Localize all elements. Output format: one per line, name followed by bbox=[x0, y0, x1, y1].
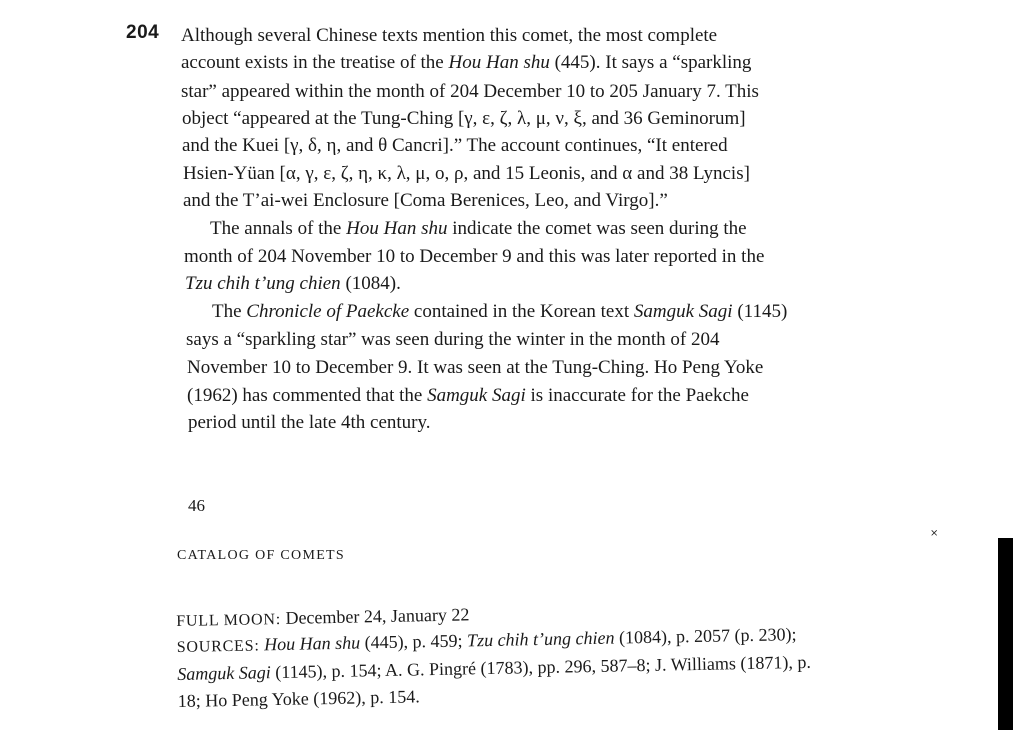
body-line: object “appeared at the Tung-Ching [γ, ε, ζ, λ, μ, ν, ξ, and 36 Geminorum] bbox=[182, 108, 746, 129]
full-moon-label: FULL MOON: bbox=[176, 610, 282, 630]
sources-line: Samguk Sagi (1145), p. 154; A. G. Pingré (1783), pp. 296, 587–8; J. Williams (1871), p. bbox=[177, 651, 812, 684]
body-line: Although several Chinese texts mention this comet, the most complete bbox=[181, 25, 718, 46]
italic-title: Tzu chih t’ung chien bbox=[185, 273, 341, 294]
italic-title: Samguk Sagi bbox=[177, 662, 271, 684]
body-line: period until the late 4th century. bbox=[188, 412, 431, 433]
body-line: Hsien-Yüan [α, γ, ε, ζ, η, κ, λ, μ, o, ρ, and 15 Leonis, and α and 38 Lyncis] bbox=[183, 163, 750, 184]
body-line: says a “sparkling star” was seen during the winter in the month of 204 bbox=[186, 329, 720, 350]
page-number: 46 bbox=[188, 496, 205, 515]
body-line: account exists in the treatise of the Hou Han shu (445). It says a “sparkling bbox=[181, 52, 752, 73]
footer bbox=[176, 594, 896, 711]
italic-title: Samguk Sagi bbox=[427, 385, 526, 406]
italic-title: Tzu chih t’ung chien bbox=[466, 627, 615, 651]
sources-line: 18; Ho Peng Yoke (1962), p. 154. bbox=[177, 686, 420, 711]
body-line: month of 204 November 10 to December 9 and this was later reported in the bbox=[184, 246, 765, 267]
running-head: CATALOG OF COMETS bbox=[177, 548, 345, 563]
italic-title: Samguk Sagi bbox=[633, 301, 733, 322]
body-line: and the Kuei [γ, δ, η, and θ Cancri].” The account continues, “It entered bbox=[182, 135, 728, 156]
body-line: The Chronicle of Paekcke contained in the Korean text Samguk Sagi (1145) bbox=[212, 301, 788, 322]
sources-text: Hou Han shu (445), p. 459; Tzu chih t’ung chien (1084), p. 2057 (p. 230); bbox=[263, 624, 797, 655]
body-line: and the T’ai-wei Enclosure [Coma Berenices, Leo, and Virgo].” bbox=[183, 190, 668, 211]
full-moon-value: December 24, January 22 bbox=[285, 604, 470, 628]
sources-label: SOURCES: bbox=[176, 637, 260, 656]
italic-title: Hou Han shu bbox=[346, 218, 448, 239]
entry-number: 204 bbox=[126, 22, 160, 43]
body-line: (1962) has commented that the Samguk Sagi is inaccurate for the Paekche bbox=[187, 385, 749, 406]
italic-title: Chronicle of Paekcke bbox=[246, 301, 410, 322]
italic-title: Hou Han shu bbox=[448, 52, 550, 73]
body-line: star” appeared within the month of 204 December 10 to 205 January 7. This bbox=[181, 81, 759, 102]
body-line: The annals of the Hou Han shu indicate the comet was seen during the bbox=[210, 218, 747, 239]
scan-speck: ⨯ bbox=[930, 528, 939, 539]
italic-title: Hou Han shu bbox=[263, 632, 361, 655]
scan-binding-strip bbox=[998, 538, 1013, 730]
body-line: November 10 to December 9. It was seen at the Tung-Ching. Ho Peng Yoke bbox=[187, 357, 764, 378]
body-line: Tzu chih t’ung chien (1084). bbox=[185, 273, 401, 294]
